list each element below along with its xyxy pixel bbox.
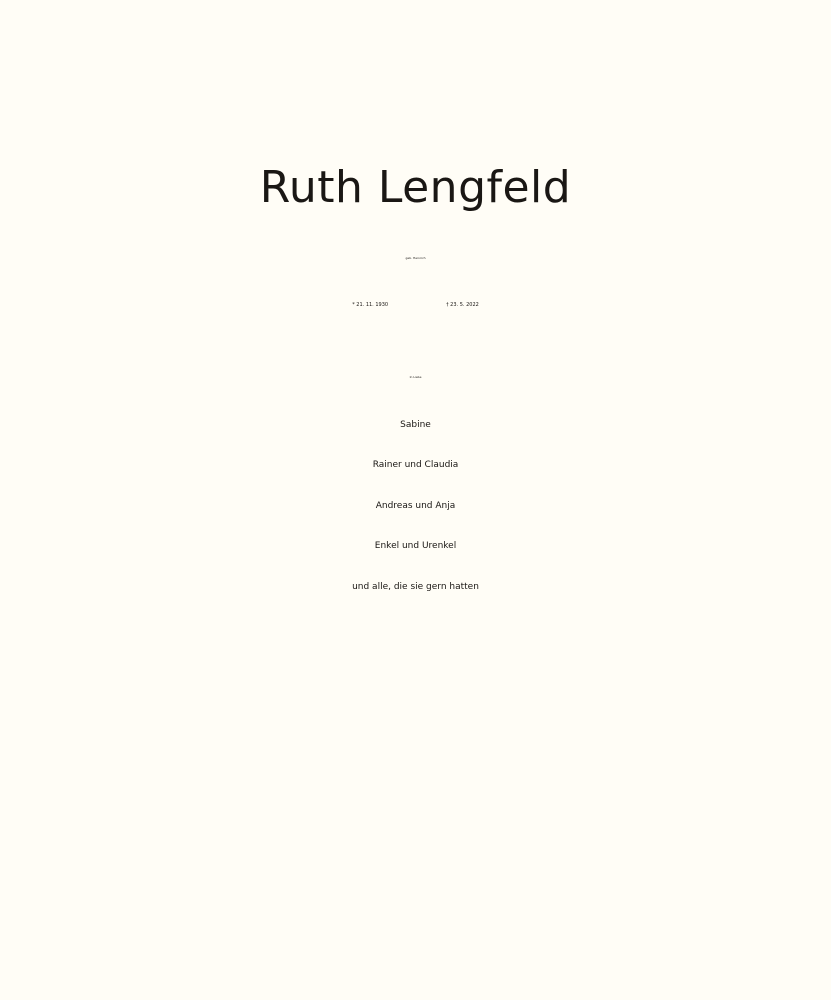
mourners-intro: In Liebe (409, 375, 422, 379)
mourner-name: Sabine (400, 420, 431, 430)
maiden-name: geb. Heinrich (405, 256, 426, 260)
birth-date: * 21. 11. 1930 (352, 302, 389, 308)
deceased-name: Ruth Lengfeld (259, 162, 572, 213)
mourner-name: und alle, die sie gern hatten (352, 582, 479, 592)
mourner-name: Rainer und Claudia (372, 460, 459, 470)
mourner-name: Andreas und Anja (375, 501, 456, 511)
mourner-name: Enkel und Urenkel (374, 541, 457, 551)
death-date: † 23. 5. 2022 (446, 302, 479, 308)
life-dates (0, 302, 831, 308)
